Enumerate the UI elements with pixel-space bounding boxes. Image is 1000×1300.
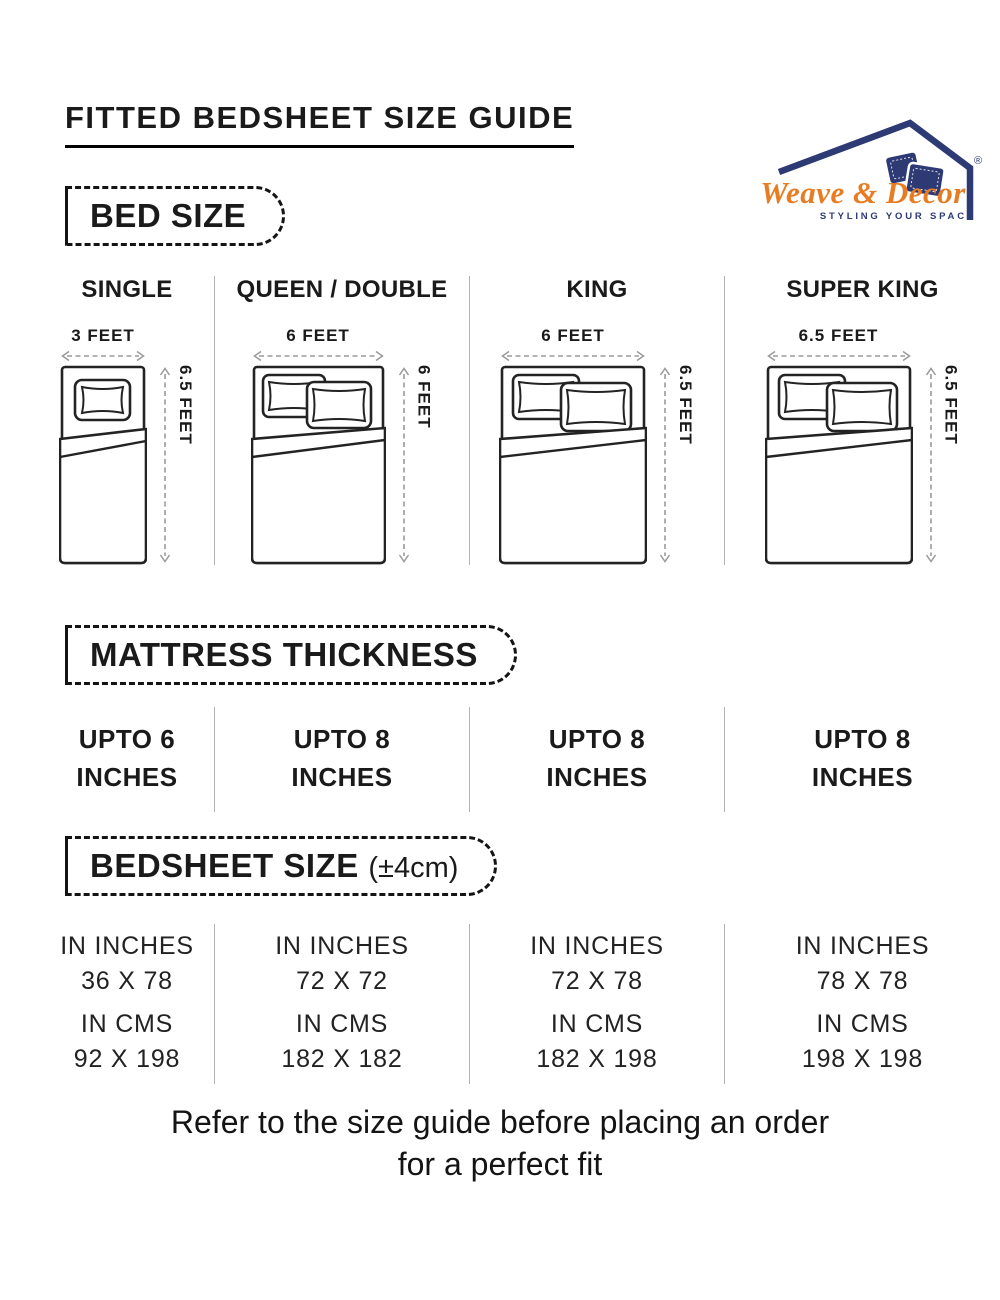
bed-size-name: SUPER KING: [786, 276, 939, 303]
cms-value: 92 X 198: [73, 1044, 181, 1073]
thickness-value-queen-double: [215, 707, 470, 812]
brand-tagline: STYLING YOUR SPACE: [819, 211, 976, 222]
bed-size-name: KING: [566, 276, 628, 303]
bed-column-single: [40, 276, 215, 565]
bed-size-name: SINGLE: [81, 276, 173, 303]
bed-diagram: [765, 365, 913, 565]
section-label-bed-size: BED SIZE: [65, 186, 285, 246]
thickness-line: INCHES: [291, 761, 393, 792]
inches-value: 72 X 78: [551, 966, 643, 995]
height-dimension-label: 6.5 FEET: [176, 365, 195, 445]
inches-label: IN INCHES: [530, 932, 664, 961]
bed-figure: [251, 326, 434, 565]
sheet-size-super-king: [725, 924, 1000, 1084]
cms-label: IN CMS: [816, 1010, 909, 1039]
bedsheet-size-row: [40, 924, 1000, 1084]
width-dimension-label: 6 FEET: [286, 326, 350, 345]
height-arrow-icon: [397, 365, 411, 565]
thickness-line: UPTO 8: [293, 724, 391, 754]
inches-label: IN INCHES: [60, 932, 194, 961]
sheet-size-single: [40, 924, 215, 1084]
bed-figure: [765, 326, 961, 565]
bed-column-king: [470, 276, 725, 565]
inches-value: 72 X 72: [296, 966, 388, 995]
bed-figure: [499, 326, 695, 565]
thickness-value-super-king: [725, 707, 1000, 812]
bedsheet-size-label: BEDSHEET SIZE: [90, 847, 359, 885]
height-arrow-icon: [924, 365, 938, 565]
height-arrow-icon: [158, 365, 172, 565]
height-dimension-label: 6.5 FEET: [941, 365, 961, 445]
footer-note: [0, 1102, 1000, 1185]
cms-label: IN CMS: [295, 1010, 389, 1039]
section-label-mattress-thickness: MATTRESS THICKNESS: [65, 625, 517, 685]
bed-diagram: [59, 365, 147, 565]
inches-value: 36 X 78: [81, 966, 173, 995]
bed-column-super-king: [725, 276, 1000, 565]
bed-column-queen-double: [215, 276, 470, 565]
bed-size-row: [40, 276, 1000, 565]
footer-line-1: Refer to the size guide before placing an order: [170, 1104, 830, 1141]
inches-label: IN INCHES: [275, 932, 409, 961]
footer-line-2: for a perfect fit: [397, 1145, 603, 1182]
brand-name: Weave & Decor: [760, 175, 966, 210]
size-guide-page: [0, 100, 1000, 1300]
width-dimension-label: 6.5 FEET: [798, 326, 879, 345]
height-arrow-icon: [658, 365, 672, 565]
bed-size-name: QUEEN / DOUBLE: [236, 276, 448, 303]
bed-figure: [59, 326, 195, 565]
thickness-line: INCHES: [546, 761, 648, 792]
cms-value: 198 X 198: [801, 1044, 924, 1073]
sheet-size-queen-double: [215, 924, 470, 1084]
width-arrow-icon: [499, 349, 647, 363]
cms-value: 182 X 182: [281, 1044, 403, 1073]
inches-label: IN INCHES: [795, 932, 930, 961]
inches-value: 78 X 78: [816, 966, 909, 995]
height-dimension-label: 6.5 FEET: [676, 365, 695, 445]
cms-label: IN CMS: [550, 1010, 644, 1039]
sheet-size-king: [470, 924, 725, 1084]
thickness-line: INCHES: [811, 761, 914, 792]
bed-diagram: [251, 365, 386, 565]
height-dimension-label: 6 FEET: [414, 365, 434, 429]
width-dimension-label: 3 FEET: [71, 326, 135, 345]
thickness-line: UPTO 6: [78, 724, 176, 754]
width-arrow-icon: [765, 349, 913, 363]
thickness-line: UPTO 8: [814, 724, 911, 754]
width-arrow-icon: [59, 349, 147, 363]
thickness-line: UPTO 8: [548, 724, 646, 754]
bed-diagram: [499, 365, 647, 565]
page-title: FITTED BEDSHEET SIZE GUIDE: [65, 100, 574, 148]
thickness-value-king: [470, 707, 725, 812]
thickness-line: INCHES: [76, 761, 178, 792]
bedsheet-tolerance-label: (±4cm): [368, 852, 459, 885]
width-dimension-label: 6 FEET: [541, 326, 605, 345]
section-label-bedsheet-size: [65, 836, 497, 896]
cms-label: IN CMS: [80, 1010, 174, 1039]
thickness-value-single: [40, 707, 215, 812]
mattress-thickness-row: [40, 707, 1000, 812]
cms-value: 182 X 198: [536, 1044, 658, 1073]
brand-logo: [752, 112, 984, 226]
registered-mark: ®: [974, 155, 983, 167]
width-arrow-icon: [251, 349, 386, 363]
